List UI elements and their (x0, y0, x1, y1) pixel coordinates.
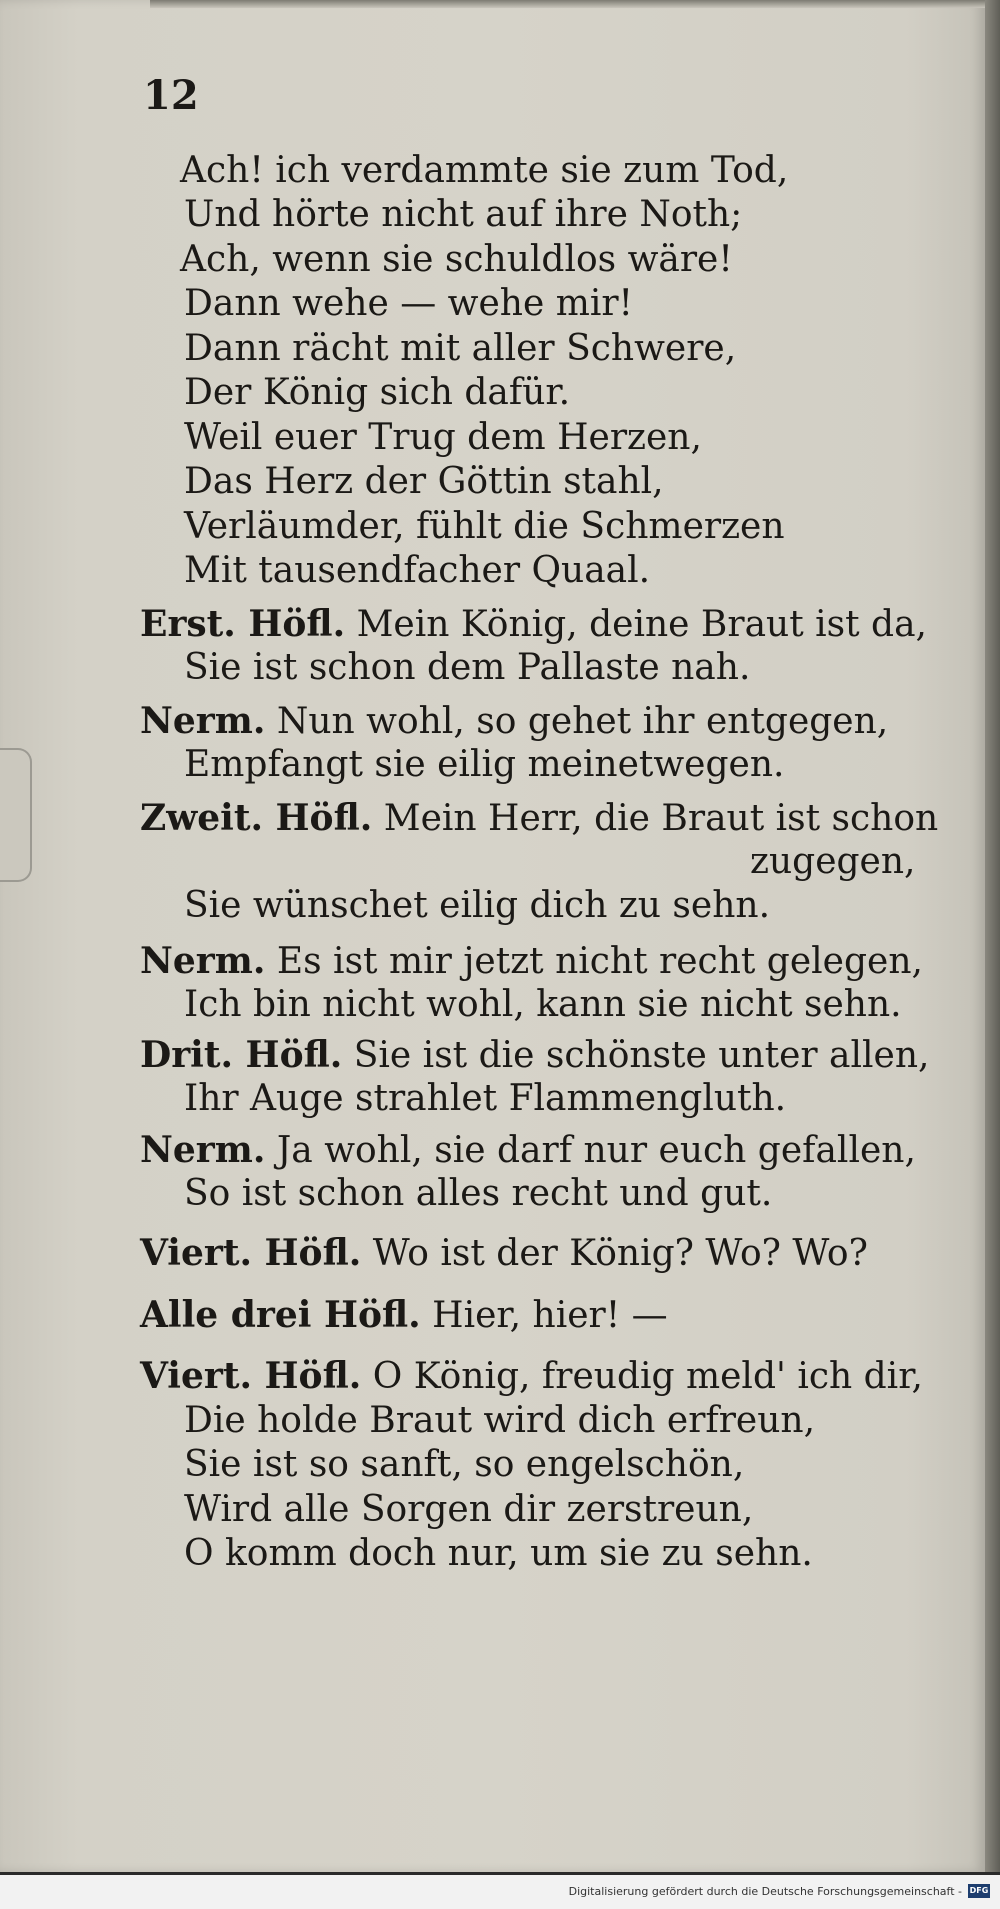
text-line: Weil euer Trug dem Herzen, (184, 417, 702, 458)
text-line: Viert. Höfl. O König, freudig meld' ich dir, (140, 1355, 923, 1397)
text-line: Viert. Höfl. Wo ist der König? Wo? Wo? (140, 1232, 868, 1274)
text-line: Empfangt sie eilig meinetwegen. (184, 744, 785, 785)
dfg-logo-icon: DFG (968, 1884, 990, 1898)
top-rule (150, 0, 985, 8)
text-line: Nerm. Ja wohl, sie darf nur euch gefallen, (140, 1129, 916, 1171)
speaker-label: Drit. Höfl. (140, 1034, 343, 1076)
text-line: Mit tausendfacher Quaal. (184, 550, 651, 591)
text-line: Wird alle Sorgen dir zerstreun, (184, 1489, 754, 1530)
speaker-label: Alle drei Höfl. (140, 1294, 421, 1336)
binding-clasp (0, 748, 32, 882)
text-line: Verläumder, fühlt die Schmerzen (184, 506, 785, 547)
text-line: Ihr Auge strahlet Flammengluth. (184, 1078, 787, 1119)
text-line: O komm doch nur, um sie zu sehn. (184, 1533, 813, 1574)
speaker-label: Nerm. (140, 1129, 266, 1171)
text-line: Ich bin nicht wohl, kann sie nicht sehn. (184, 984, 902, 1025)
text-line: Alle drei Höfl. Hier, hier! — (140, 1294, 668, 1336)
text-line: zugegen, (750, 841, 916, 882)
text-line: So ist schon alles recht und gut. (184, 1173, 773, 1214)
footer-credit: Digitalisierung gefördert durch die Deutsche Forschungsgemeinschaft - (568, 1885, 962, 1898)
text-line: Dann rächt mit aller Schwere, (184, 328, 737, 369)
text-line: Die holde Braut wird dich erfreun, (184, 1400, 816, 1441)
text-line: Nerm. Nun wohl, so gehet ihr entgegen, (140, 700, 889, 742)
text-line: Zweit. Höfl. Mein Herr, die Braut ist schon (140, 797, 939, 839)
text-line: Der König sich dafür. (184, 372, 571, 413)
speaker-label: Nerm. (140, 700, 266, 742)
text-line: Erst. Höfl. Mein König, deine Braut ist da, (140, 603, 927, 645)
text-line: Nerm. Es ist mir jetzt nicht recht gelegen, (140, 940, 923, 982)
text-line: Das Herz der Göttin stahl, (184, 461, 664, 502)
text-line: Ach! ich verdammte sie zum Tod, (180, 150, 789, 191)
page-number: 12 (143, 72, 199, 119)
speaker-label: Erst. Höfl. (140, 603, 346, 645)
text-line: Sie ist so sanft, so engelschön, (184, 1444, 745, 1485)
text-line: Drit. Höfl. Sie ist die schönste unter allen, (140, 1034, 930, 1076)
text-line: Und hörte nicht auf ihre Noth; (184, 194, 743, 235)
page-edge (985, 0, 1000, 1872)
speaker-label: Nerm. (140, 940, 266, 982)
speaker-label: Viert. Höfl. (140, 1232, 362, 1274)
speaker-label: Zweit. Höfl. (140, 797, 373, 839)
text-line: Ach, wenn sie schuldlos wäre! (180, 239, 733, 280)
speaker-label: Viert. Höfl. (140, 1355, 362, 1397)
text-line: Sie ist schon dem Pallaste nah. (184, 647, 751, 688)
text-line: Sie wünschet eilig dich zu sehn. (184, 885, 771, 926)
text-line: Dann wehe — wehe mir! (184, 283, 634, 324)
